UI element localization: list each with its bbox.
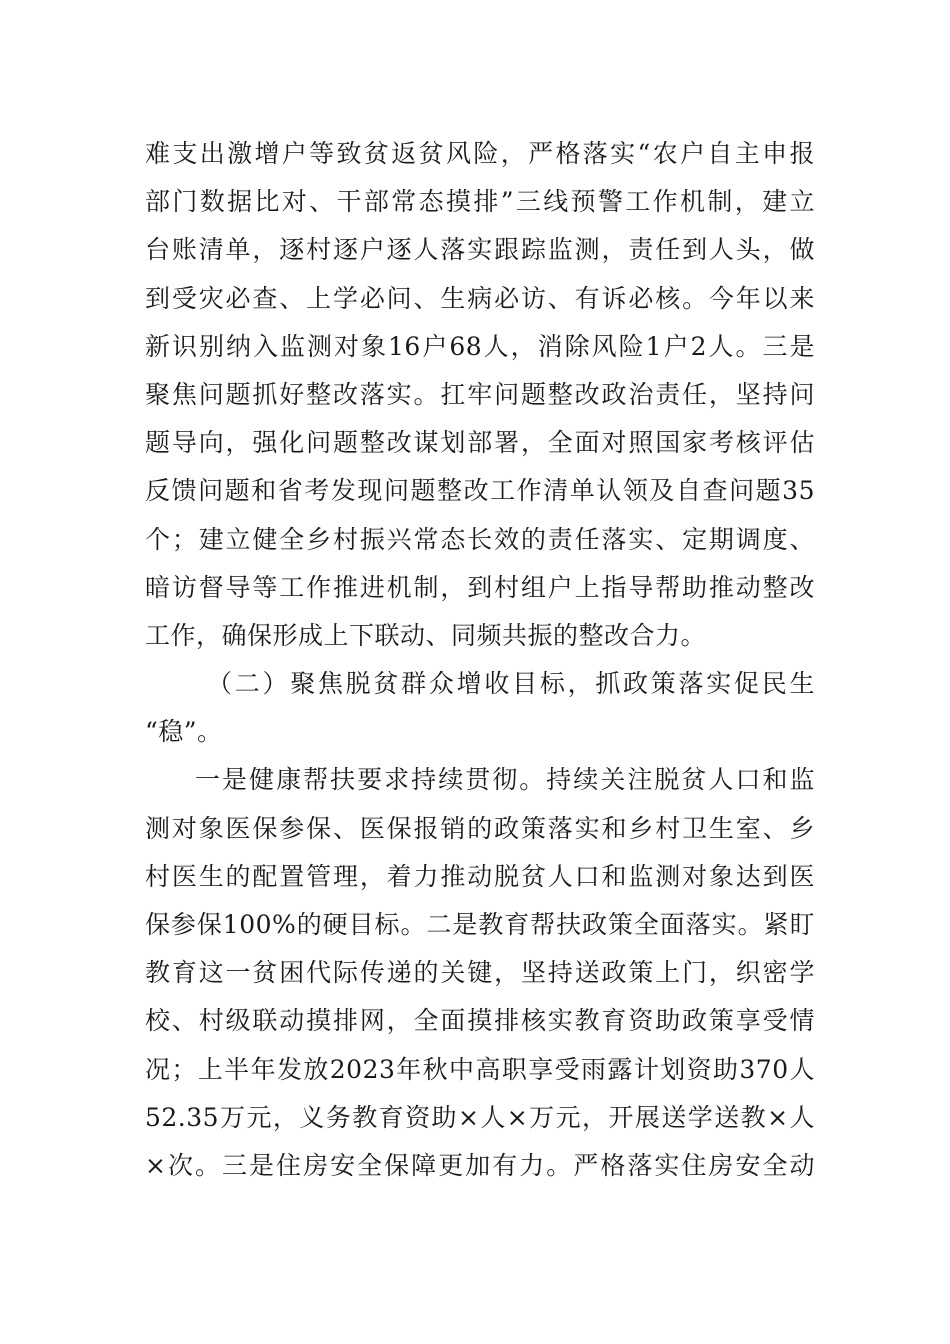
body-line: 教育这一贫困代际传递的关键，坚持送政策上门，织密学 [145,958,815,988]
body-line: 反馈问题和省考发现问题整改工作清单认领及自查问题35 [145,476,815,506]
section-heading: （二）聚焦脱贫群众增收目标，抓政策落实促民生 [207,669,815,699]
body-line: 校、村级联动摸排网，全面摸排核实教育资助政策享受情 [145,1006,815,1036]
body-line: ×次。三是住房安全保障更加有力。严格落实住房安全动 [145,1150,815,1180]
body-line: 到受灾必查、上学必问、生病必访、有诉必核。今年以来 [145,283,815,313]
section-heading-continued: “稳”。 [145,717,223,747]
body-line: 保参保100%的硬目标。二是教育帮扶政策全面落实。紧盯 [145,910,815,939]
body-line: 况；上半年发放2023年秋中高职享受雨露计划资助370人 [145,1054,815,1084]
paragraph-first-line: 一是健康帮扶要求持续贯彻。持续关注脱贫人口和监 [195,765,815,795]
body-line: 工作，确保形成上下联动、同频共振的整改合力。 [145,620,707,650]
body-line: 台账清单，逐村逐户逐人落实跟踪监测，责任到人头，做 [145,235,815,265]
body-line: 题导向，强化问题整改谋划部署，全面对照国家考核评估 [145,428,815,458]
body-line: 52.35万元，义务教育资助×人×万元，开展送学送教×人 [145,1102,815,1132]
body-line: 村医生的配置管理，着力推动脱贫人口和监测对象达到医 [145,861,815,891]
body-line: 部门数据比对、干部常态摸排”三线预警工作机制，建立 [145,187,815,217]
body-line: 聚焦问题抓好整改落实。扛牢问题整改政治责任，坚持问 [145,379,815,409]
body-line: 个；建立健全乡村振兴常态长效的责任落实、定期调度、 [145,524,815,554]
body-line: 暗访督导等工作推进机制，到村组户上指导帮助推动整改 [145,572,815,602]
document-body [145,130,815,1190]
body-line: 难支出激增户等致贫返贫风险，严格落实“农户自主申报 [145,139,815,168]
body-line: 测对象医保参保、医保报销的政策落实和乡村卫生室、乡 [145,813,815,843]
body-line: 新识别纳入监测对象16户68人，消除风险1户2人。三是 [145,331,815,361]
